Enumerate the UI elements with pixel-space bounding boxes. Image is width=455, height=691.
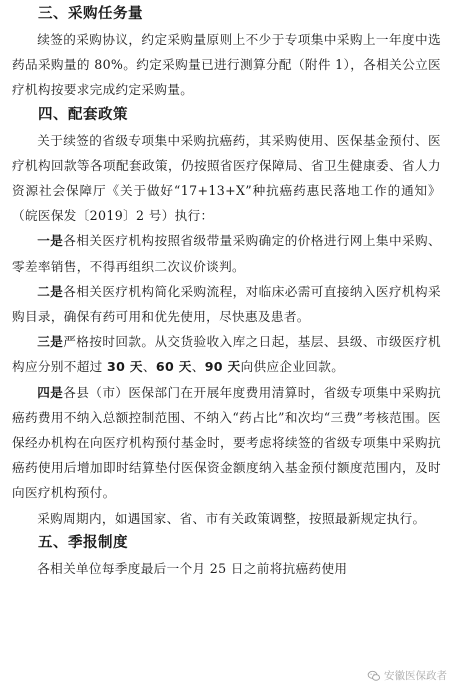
item-1-lead: 一是 bbox=[37, 233, 64, 249]
section-4-item-3 bbox=[12, 329, 441, 379]
item-3-days-3: 90 天 bbox=[204, 359, 241, 375]
section-4-item-2 bbox=[12, 279, 441, 329]
item-2-body: 各相关医疗机构简化采购流程，对临床必需可直接纳入医疗机构采购目录，确保有药可用和优先使用，尽快惠及患者。 bbox=[12, 283, 441, 325]
item-4-body: 各县（市）医保部门在开展年度费用清算时，省级专项集中采购抗癌药费用不纳入总额控制范围、不纳入“药占比”和次均“三费”考核范围。医保经办机构在向医疗机构预付基金时，要考虑将续签的省级专项集中采购抗癌药使用后增加即时结算垫付医保资金额度纳入基金预付额度范围内，及时向医疗机构预付。 bbox=[12, 384, 441, 501]
watermark-text: 安徽医保政者 bbox=[384, 670, 447, 682]
section-3-paragraph: 续签的采购协议，约定采购量原则上不少于专项集中采购上一年度中选药品采购量的 80%。约定采购量已进行测算分配（附件 1），各相关公立医疗机构按要求完成约定采购量。 bbox=[12, 32, 441, 98]
item-3-sep-1: 、 bbox=[142, 359, 156, 375]
section-4-title: 四、配套政策 bbox=[38, 106, 128, 123]
item-4-lead: 四是 bbox=[37, 384, 64, 400]
section-4-item-1 bbox=[12, 228, 441, 278]
item-3-body-a: 严格按时回款。从交货验收入库之日起，基层、县级、市级医疗机构应分别不超过 bbox=[12, 334, 441, 375]
watermark bbox=[365, 667, 449, 684]
item-3-days-1: 30 天 bbox=[106, 359, 143, 375]
section-5-paragraph: 各相关单位每季度最后一个月 25 日之前将抗癌药使用 bbox=[37, 560, 348, 576]
section-4-item-4 bbox=[12, 380, 441, 506]
section-5-title: 五、季报制度 bbox=[38, 534, 128, 551]
item-3-body-b: 向供应企业回款。 bbox=[240, 359, 345, 375]
section-4-intro-paragraph: 关于续签的省级专项集中采购抗癌药，其采购使用、医保基金预付、医疗机构回款等各项配套政策，仍按照省医疗保障局、省卫生健康委、省人力资源社会保障厅《关于做好“17+13+X”种抗癌药惠民落地工作的通知》（皖医保发〔2019〕2 号）执行： bbox=[12, 132, 441, 224]
item-2-lead: 二是 bbox=[37, 283, 64, 299]
item-1-body: 各相关医疗机构按照省级带量采购确定的价格进行网上集中采购、零差率销售，不得再组织二次议价谈判。 bbox=[12, 233, 441, 274]
section-4-closing-paragraph: 采购周期内，如遇国家、省、市有关政策调整，按照最新规定执行。 bbox=[37, 510, 426, 526]
item-3-sep-2: 、 bbox=[191, 359, 205, 375]
wechat-logo-icon bbox=[367, 669, 381, 683]
section-3-title: 三、采购任务量 bbox=[38, 6, 143, 22]
item-3-lead: 三是 bbox=[37, 334, 64, 350]
item-3-days-2: 60 天 bbox=[155, 359, 192, 375]
